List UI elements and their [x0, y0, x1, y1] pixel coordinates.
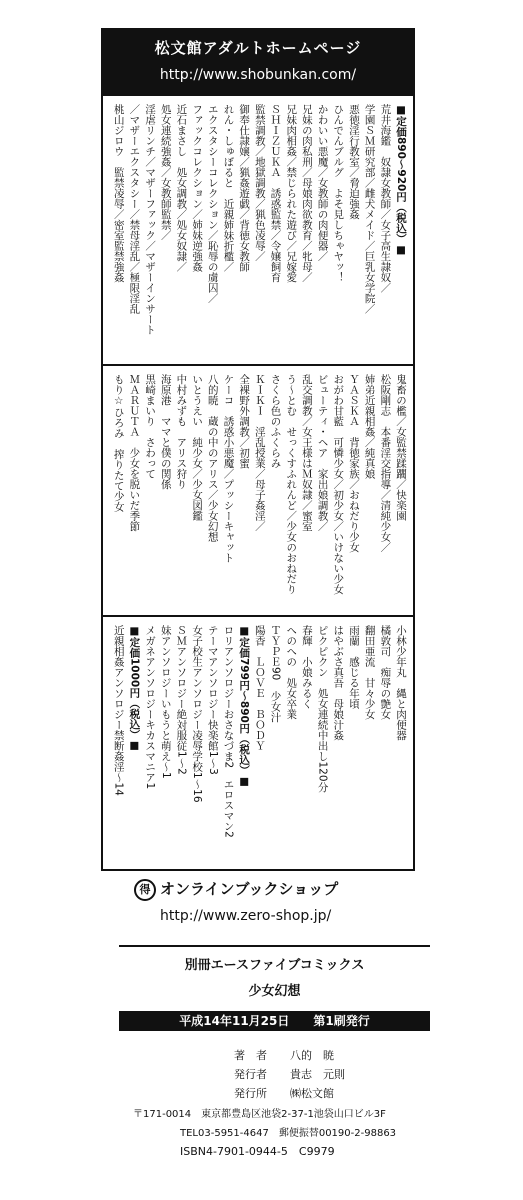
catalog-column: 妹アンソロジーいもうと萌え〜1	[159, 625, 172, 779]
catalog-column: 乱交調教／女王様はＭ奴隷／蜜室	[300, 374, 313, 532]
catalog-box-3	[101, 615, 415, 871]
book-title: 少女幻想	[248, 984, 301, 999]
catalog-column: 八的暁 蔵の中のアリス／少女幻想	[206, 374, 219, 542]
catalog-column: ケーコ 誘惑小悪魔／プッシーキャット	[222, 374, 235, 563]
credit-publisher-name: 貴志 元則	[290, 1068, 345, 1081]
catalog-column: ／マザーエクスタシー／禁母淫乱／極限淫乱	[128, 104, 141, 314]
catalog-column: 監禁調教／地獄調教／猟色凌辱／	[253, 104, 266, 262]
tel-line: TEL03-5951-4647 郵便振替00190-2-98863	[180, 1128, 397, 1139]
catalog-column: 橘敦司 痴辱の艶女	[379, 625, 392, 720]
catalog-column: 松阪剛志 本番淫交指導／清純少女／	[379, 374, 392, 553]
catalog-column: ピクピクン 処女連続中出し120分	[316, 625, 329, 793]
credit-author-name: 八的 暁	[290, 1049, 334, 1062]
online-shop-title	[134, 878, 338, 901]
header-url[interactable]: http://www.shobunkan.com/	[159, 67, 357, 83]
catalog-column: ＭＡＲＵＴＡ 少女を脱いだ季節	[128, 374, 141, 532]
date-band: 平成14年11月25日 第1刷発行	[119, 1011, 430, 1031]
credit-publisher-role: 発行者	[234, 1068, 267, 1081]
catalog-column: メガネアンソロジーキカスマニア1	[144, 625, 157, 790]
catalog-column: 小林少年丸 縄と肉便器	[395, 625, 407, 741]
catalog-column: 全裸野外調教／初蜜	[238, 374, 251, 469]
catalog-column: 学園ＳＭ研究部／雌犬メイド／巨乳女学院／	[363, 104, 376, 314]
catalog-column: 御奉仕隷嬢／猟姦遊戯／背徳女教師	[238, 104, 251, 272]
catalog-column: 桃山ジロウ 監禁凌辱／密室監禁強姦	[112, 104, 125, 283]
catalog-column: ＳＭアンソロジー絶対服従1〜2	[175, 625, 188, 775]
catalog-column: 鬼畜の檻／女監禁蹂躙／快楽園	[395, 374, 407, 521]
credit-author-role: 著 者	[234, 1049, 267, 1062]
catalog-column: かわいい悪魔／女教師の肉便器／	[316, 104, 329, 262]
catalog-column: 兄妹肉相姦／禁じられた遊び／兄嫁愛	[285, 104, 298, 283]
header-banner	[101, 28, 415, 94]
catalog-column: ■定価799円〜890円（税込）■	[238, 625, 251, 788]
catalog-column: 海原港 ママと僕の関係	[159, 374, 172, 490]
catalog-column: エクスタシーコレクション／恥辱の虜囚／	[206, 104, 219, 304]
catalog-column: 近親相姦アンソロジー禁断姦淫〜14	[112, 625, 125, 796]
catalog-column: 荒井海鑑 奴隷女教師／女子高生隷奴／	[379, 104, 392, 293]
header-title: 松文館アダルトホームページ	[154, 39, 362, 57]
catalog-box-2	[101, 364, 415, 617]
catalog-column: ■定価890〜920円（税込）■	[395, 104, 407, 256]
catalog-column: 黒崎まいり さわって	[144, 374, 157, 479]
catalog-column: はやぶさ真吾 母娘汁姦	[332, 625, 345, 741]
catalog-column: 姉弟近親相姦／純真娘	[363, 374, 376, 479]
catalog-column: ＳＨＩＺＵＫＡ 誘惑監禁／令嬢飼育	[269, 104, 282, 283]
catalog-column: ロリアンソロジーおさなづま2 エロスマン2	[222, 625, 235, 838]
catalog-column: いとうえい 純少女／少女図鑑	[191, 374, 204, 521]
catalog-column: 翻田亜流 甘々少女	[363, 625, 376, 720]
catalog-column: 近石まさし 処女調教／処女奴隷／	[175, 104, 188, 272]
catalog-column: さくら色のふくらみ	[269, 374, 282, 469]
catalog-column: ファックコレクション／姉妹逆強姦	[191, 104, 204, 272]
catalog-column: ＴＹＰＥ90 少女汁	[269, 625, 282, 723]
address: 〒171-0014 東京都豊島区池袋2-37-1池袋山口ビル3F	[133, 1109, 386, 1120]
catalog-column: おがわ甘藍 可憐少女／初少女／いけない少女	[332, 374, 345, 595]
catalog-box-1	[101, 94, 415, 366]
credit-house-name: ㈱松文館	[290, 1087, 334, 1100]
catalog-column: ＹＡＳＫＡ 背徳家族／おねだり少女	[347, 374, 360, 553]
catalog-column: 処女連続強姦／女教師監禁／	[159, 104, 172, 241]
catalog-column: 中村みずも アリス狩り	[175, 374, 188, 490]
isbn-line: ISBN4-7901-0944-5 C9979	[180, 1145, 335, 1158]
catalog-column: 春輝 小娘みるく	[300, 625, 313, 709]
catalog-column: ＫＩＫＩ 淫乱授業／母子姦淫／	[253, 374, 266, 532]
catalog-column: 悪徳淫行教室／脅迫強姦	[347, 104, 360, 220]
coin-badge-icon: 得	[134, 879, 156, 901]
series-title: 別冊エースファイブコミックス	[184, 958, 365, 973]
online-shop-label: オンラインブックショップ	[160, 880, 339, 898]
colophon-top-rule	[119, 945, 430, 947]
online-shop	[134, 878, 434, 936]
catalog-column: ひんでんブルグ よそ見しちゃヤッ！	[332, 104, 345, 283]
catalog-column: 雨蘭 感じる年頃	[347, 625, 360, 709]
catalog-column: ビューティ・ヘア 家出娘調教／	[316, 374, 329, 532]
catalog-column: 陽香 ＬＯＶＥ ＢＯＤＹ	[253, 625, 266, 751]
catalog-column: う〜とむ せっくすふれんど／少女のおねだり	[285, 374, 298, 595]
catalog-column: ■定価1000円（税込）■	[128, 625, 141, 752]
catalog-column: 兄妹の肉私刑／母娘肉欲教育／牝母／	[300, 104, 313, 283]
catalog-column: テーマアンソロジー快楽館1〜3	[206, 625, 219, 775]
credit-house-role: 発行所	[234, 1087, 267, 1100]
catalog-column: 淫虐リンチ／マザーファック／マザーインサート	[144, 104, 157, 335]
catalog-column: れん・しゅぼると 近親姉妹折檻／	[222, 104, 235, 272]
catalog-column: へのへの 処女卒業	[285, 625, 298, 720]
catalog-column: もり☆ひろみ 搾りたて少女	[112, 374, 125, 512]
catalog-column: 女子校生アンソロジー凌辱学校1〜16	[191, 625, 204, 803]
online-shop-url[interactable]: http://www.zero-shop.jp/	[160, 908, 332, 924]
